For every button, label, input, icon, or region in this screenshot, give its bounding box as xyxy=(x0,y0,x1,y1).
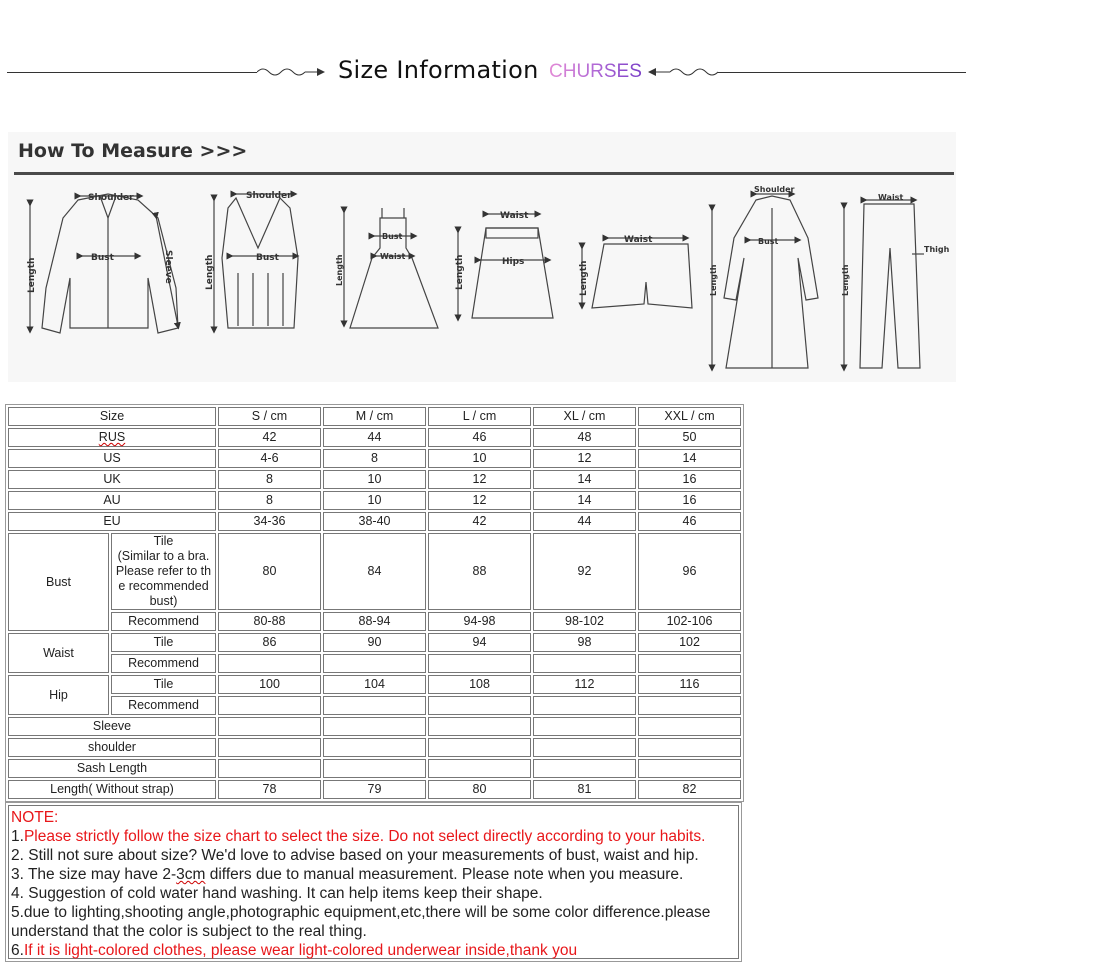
header-rule-right xyxy=(718,72,966,73)
table-cell: 42 xyxy=(218,428,321,447)
table-cell: 104 xyxy=(323,675,426,694)
table-cell: 92 xyxy=(533,533,636,610)
label-bust-2: Bust xyxy=(256,253,279,263)
table-cell: 94 xyxy=(428,633,531,652)
table-cell: 10 xyxy=(323,491,426,510)
table-cell: 79 xyxy=(323,780,426,799)
table-row xyxy=(8,449,741,468)
table-row xyxy=(8,470,741,489)
table-cell xyxy=(323,696,426,715)
table-row xyxy=(8,759,741,778)
label-length-5: Length xyxy=(579,260,589,296)
label-length-4: Length xyxy=(455,254,465,290)
table-cell xyxy=(638,696,741,715)
table-cell: 112 xyxy=(533,675,636,694)
label-bust-1: Bust xyxy=(91,253,114,263)
table-cell: 14 xyxy=(638,449,741,468)
table-cell xyxy=(428,759,531,778)
row-label-length: Length( Without strap) xyxy=(8,780,216,799)
table-cell: 34-36 xyxy=(218,512,321,531)
table-cell: 80 xyxy=(218,533,321,610)
header-m: M / cm xyxy=(323,407,426,426)
table-cell: 86 xyxy=(218,633,321,652)
table-cell xyxy=(323,738,426,757)
table-cell: 46 xyxy=(638,512,741,531)
table-cell xyxy=(533,654,636,673)
table-row xyxy=(8,675,741,694)
hip-tile-label: Tile xyxy=(111,675,216,694)
table-cell xyxy=(533,696,636,715)
label-shoulder-1: Shoulder xyxy=(88,193,134,203)
header-rule-left xyxy=(7,72,257,73)
label-waist-4: Waist xyxy=(500,211,529,221)
row-label-uk: UK xyxy=(8,470,216,489)
slip-dress-diagram-icon xyxy=(344,208,438,328)
row-label-rus: RUS xyxy=(8,428,216,447)
table-cell xyxy=(218,738,321,757)
table-cell: 102 xyxy=(638,633,741,652)
table-cell: 8 xyxy=(323,449,426,468)
table-cell: 98 xyxy=(533,633,636,652)
table-cell: 42 xyxy=(428,512,531,531)
table-cell: 8 xyxy=(218,470,321,489)
table-cell xyxy=(428,738,531,757)
table-cell: 100 xyxy=(218,675,321,694)
table-cell: 88-94 xyxy=(323,612,426,631)
row-label-us: US xyxy=(8,449,216,468)
note-2: 2. Still not sure about size? We'd love to advise based on your measurements of bust, waist and hip. xyxy=(11,847,699,864)
label-bust-6: Bust xyxy=(758,237,779,246)
label-length-1: Length xyxy=(27,257,37,293)
table-cell xyxy=(218,696,321,715)
hip-recommend-label: Recommend xyxy=(111,696,216,715)
label-thigh-7: Thigh xyxy=(924,245,950,254)
table-cell: 96 xyxy=(638,533,741,610)
notes-heading: NOTE: xyxy=(11,809,59,826)
table-cell xyxy=(323,759,426,778)
how-to-measure-rule xyxy=(14,172,954,175)
table-row xyxy=(8,717,741,736)
note-1: 1.Please strictly follow the size chart to select the size. Do not select directly according to your habits. xyxy=(11,828,706,845)
table-row xyxy=(8,428,741,447)
table-cell: 102-106 xyxy=(638,612,741,631)
note-5: 5.due to lighting,shooting angle,photographic equipment,etc,there will be some color difference.please understand that the color is subject to the real thing. xyxy=(11,904,711,940)
table-cell: 4-6 xyxy=(218,449,321,468)
label-length-3: Length xyxy=(335,254,344,286)
table-cell: 44 xyxy=(533,512,636,531)
label-length-2: Length xyxy=(205,254,215,290)
page-title: Size Information xyxy=(338,56,539,84)
note-4: 4. Suggestion of cold water hand washing. It can help items keep their shape. xyxy=(11,885,543,902)
table-row xyxy=(8,780,741,799)
table-cell xyxy=(638,759,741,778)
shorts-diagram-icon xyxy=(582,238,692,308)
table-row xyxy=(8,612,741,631)
table-cell: 10 xyxy=(428,449,531,468)
table-cell: 12 xyxy=(428,491,531,510)
table-cell: 82 xyxy=(638,780,741,799)
header-xl: XL / cm xyxy=(533,407,636,426)
table-cell: 48 xyxy=(533,428,636,447)
table-row xyxy=(8,738,741,757)
table-cell xyxy=(428,654,531,673)
label-hips-4: Hips xyxy=(502,257,525,267)
garment-diagrams xyxy=(8,178,956,382)
table-header-row xyxy=(8,407,741,426)
table-cell: 46 xyxy=(428,428,531,447)
table-cell: 44 xyxy=(323,428,426,447)
table-cell: 10 xyxy=(323,470,426,489)
row-label-bust: Bust xyxy=(8,533,109,631)
table-cell xyxy=(638,738,741,757)
table-cell: 88 xyxy=(428,533,531,610)
table-cell xyxy=(218,759,321,778)
table-cell: 12 xyxy=(428,470,531,489)
label-waist-3: Waist xyxy=(380,252,406,261)
table-cell: 84 xyxy=(323,533,426,610)
row-label-sash-length: Sash Length xyxy=(8,759,216,778)
table-cell xyxy=(428,717,531,736)
header-arrow-right-icon xyxy=(646,62,718,82)
row-label-sleeve: Sleeve xyxy=(8,717,216,736)
bust-recommend-label: Recommend xyxy=(111,612,216,631)
table-cell: 108 xyxy=(428,675,531,694)
trousers-diagram-icon xyxy=(844,200,924,368)
table-cell: 94-98 xyxy=(428,612,531,631)
table-cell: 14 xyxy=(533,491,636,510)
table-row xyxy=(8,654,741,673)
how-to-measure-title: How To Measure >>> xyxy=(18,140,248,162)
table-row xyxy=(8,491,741,510)
header-xxl: XXL / cm xyxy=(638,407,741,426)
table-cell: 116 xyxy=(638,675,741,694)
table-cell xyxy=(533,738,636,757)
table-cell: 16 xyxy=(638,491,741,510)
table-cell: 12 xyxy=(533,449,636,468)
table-cell: 14 xyxy=(533,470,636,489)
table-cell: 80-88 xyxy=(218,612,321,631)
notes-content xyxy=(8,805,739,959)
table-cell xyxy=(533,759,636,778)
table-cell xyxy=(323,654,426,673)
table-row xyxy=(8,533,741,610)
table-cell xyxy=(638,654,741,673)
table-row xyxy=(8,633,741,652)
waist-recommend-label: Recommend xyxy=(111,654,216,673)
bust-tile-note: Tile (Similar to a bra. Please refer to th e recommended bust) xyxy=(111,533,216,610)
blouse-diagram-icon xyxy=(30,194,178,333)
table-cell: 81 xyxy=(533,780,636,799)
table-row xyxy=(8,696,741,715)
table-row xyxy=(8,512,741,531)
label-bust-3: Bust xyxy=(382,232,403,241)
row-label-waist: Waist xyxy=(8,633,109,673)
size-chart-table xyxy=(5,404,744,802)
label-length-7: Length xyxy=(841,264,850,296)
note-6: 6.If it is light-colored clothes, please wear light-colored underwear inside,thank you xyxy=(11,942,578,959)
table-cell: 38-40 xyxy=(323,512,426,531)
table-cell xyxy=(218,717,321,736)
note-3: 3. The size may have 2-3cm differs due to manual measurement. Please note when you measure. xyxy=(11,866,684,883)
table-cell xyxy=(428,696,531,715)
row-label-shoulder: shoulder xyxy=(8,738,216,757)
header-s: S / cm xyxy=(218,407,321,426)
table-cell: 8 xyxy=(218,491,321,510)
label-shoulder-2: Shoulder xyxy=(246,191,292,201)
table-cell: 98-102 xyxy=(533,612,636,631)
label-sleeve-1: Sleeve xyxy=(163,250,173,284)
row-label-hip: Hip xyxy=(8,675,109,715)
waist-tile-label: Tile xyxy=(111,633,216,652)
label-shoulder-6: Shoulder xyxy=(754,185,795,194)
row-label-eu: EU xyxy=(8,512,216,531)
row-label-au: AU xyxy=(8,491,216,510)
table-cell: 90 xyxy=(323,633,426,652)
coat-diagram-icon xyxy=(712,194,818,368)
how-to-measure-panel xyxy=(8,132,956,382)
header-l: L / cm xyxy=(428,407,531,426)
table-cell: 50 xyxy=(638,428,741,447)
table-cell xyxy=(218,654,321,673)
label-waist-7: Waist xyxy=(878,193,904,202)
header-size: Size xyxy=(8,407,216,426)
table-cell: 16 xyxy=(638,470,741,489)
table-cell: 80 xyxy=(428,780,531,799)
table-cell xyxy=(638,717,741,736)
header-arrow-left-icon xyxy=(257,62,329,82)
notes-box xyxy=(5,802,742,962)
table-cell xyxy=(323,717,426,736)
table-cell: 78 xyxy=(218,780,321,799)
label-length-6: Length xyxy=(709,264,718,296)
label-waist-5: Waist xyxy=(624,235,653,245)
table-cell xyxy=(533,717,636,736)
brand-name: CHURSES xyxy=(549,61,642,82)
